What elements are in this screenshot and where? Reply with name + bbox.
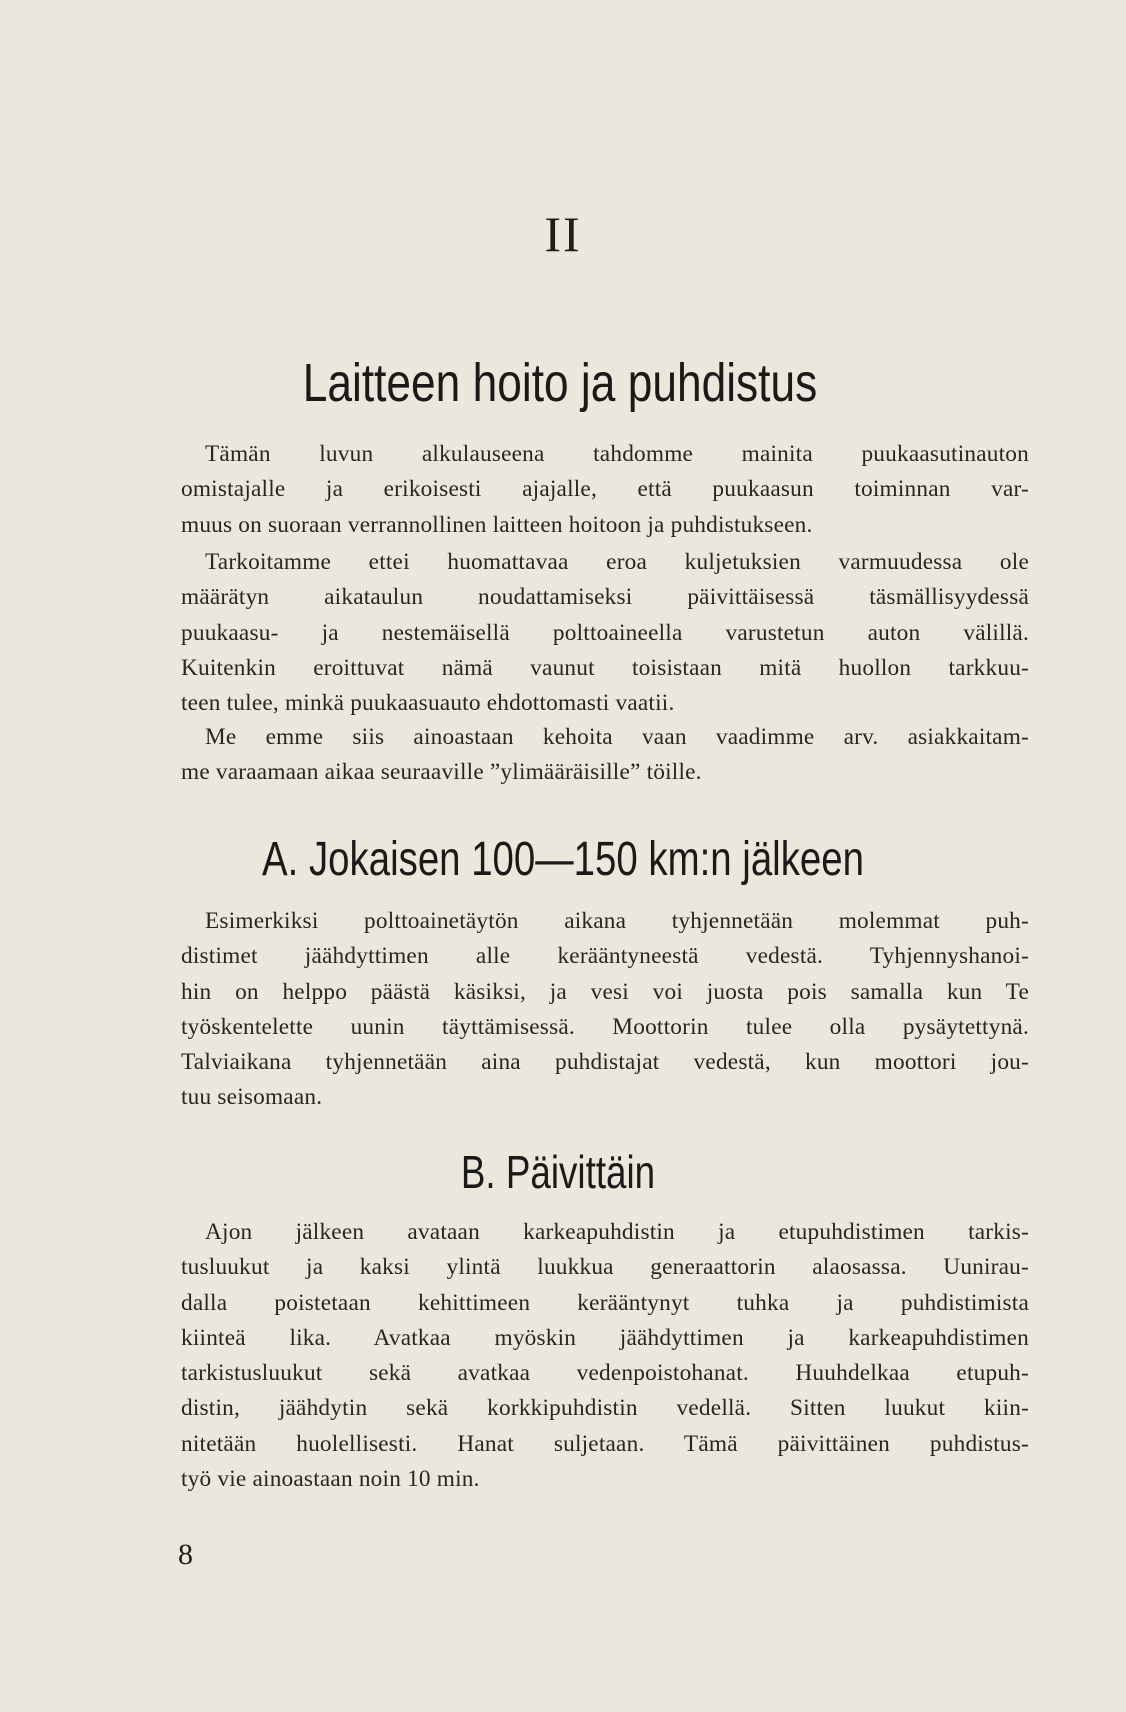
text-line: me varaamaan aikaa seuraaville ”ylimääräisille” töille. [181, 759, 702, 786]
section-b-paragraph [181, 1215, 1029, 1497]
text-line: dalla poistetaan kehittimeen kerääntynyt tuhka ja puhdistimista [181, 1289, 1029, 1316]
section-a-paragraph [181, 904, 1029, 1116]
text-line: puukaasu- ja nestemäisellä polttoaineella varustetun auton välillä. [181, 619, 1029, 646]
text-line: muus on suoraan verrannollinen laitteen hoitoon ja puhdistukseen. [181, 511, 813, 538]
text-line: kiinteä lika. Avatkaa myöskin jäähdyttimen ja karkeapuhdistimen [181, 1324, 1029, 1351]
page-number: 8 [178, 1538, 193, 1571]
text-line: nitetään huolellisesti. Hanat suljetaan. Tämä päivittäinen puhdistus- [181, 1430, 1029, 1457]
text-line: työ vie ainoastaan noin 10 min. [181, 1466, 480, 1493]
text-line: työskentelette uunin täyttämisessä. Moottorin tulee olla pysäytettynä. [181, 1013, 1029, 1040]
text-line: tusluukut ja kaksi ylintä luukkua generaattorin alaosassa. Uunirau- [181, 1254, 1029, 1281]
text-line: Tämän luvun alkulauseena tahdomme mainita puukaasutinauton [205, 441, 1029, 467]
text-line: määrätyn aikataulun noudattamiseksi päivittäisessä täsmällisyydessä [181, 584, 1029, 611]
text-line: hin on helppo päästä käsiksi, ja vesi voi juosta pois samalla kun Te [181, 978, 1029, 1005]
intro-paragraph-2 [181, 545, 1029, 721]
text-line: Tarkoitamme ettei huomattavaa eroa kuljetuksien varmuudessa ole [205, 549, 1029, 575]
intro-paragraph-3 [181, 720, 1029, 791]
chapter-number: II [544, 206, 582, 262]
intro-paragraph-1 [181, 437, 1029, 543]
section-b-heading: B. Päivittäin [460, 1146, 656, 1198]
text-line: omistajalle ja erikoisesti ajajalle, että puukaasun toiminnan var- [181, 476, 1029, 503]
text-line: Talviaikana tyhjennetään aina puhdistajat vedestä, kun moottori jou- [181, 1049, 1029, 1076]
text-line: Esimerkiksi polttoainetäytön aikana tyhjennetään molemmat puh- [205, 908, 1029, 934]
text-line: teen tulee, minkä puukaasuauto ehdottomasti vaatii. [181, 690, 675, 717]
text-line: distin, jäähdytin sekä korkkipuhdistin vedellä. Sitten luukut kiin- [181, 1395, 1029, 1422]
text-line: Kuitenkin eroittuvat nämä vaunut toisistaan mitä huollon tarkkuu- [181, 654, 1029, 681]
chapter-title: Laitteen hoito ja puhdistus [302, 353, 818, 413]
section-a-heading: A. Jokaisen 100—150 km:n jälkeen [262, 833, 864, 886]
text-line: Ajon jälkeen avataan karkeapuhdistin ja etupuhdistimen tarkis- [205, 1219, 1029, 1245]
text-line: distimet jäähdyttimen alle kerääntyneestä vedestä. Tyhjennyshanoi- [181, 943, 1029, 970]
text-line: tarkistusluukut sekä avatkaa vedenpoistohanat. Huuhdelkaa etupuh- [181, 1360, 1029, 1387]
text-line: Me emme siis ainoastaan kehoita vaan vaadimme arv. asiakkaitam- [205, 724, 1029, 750]
text-line: tuu seisomaan. [181, 1084, 323, 1111]
